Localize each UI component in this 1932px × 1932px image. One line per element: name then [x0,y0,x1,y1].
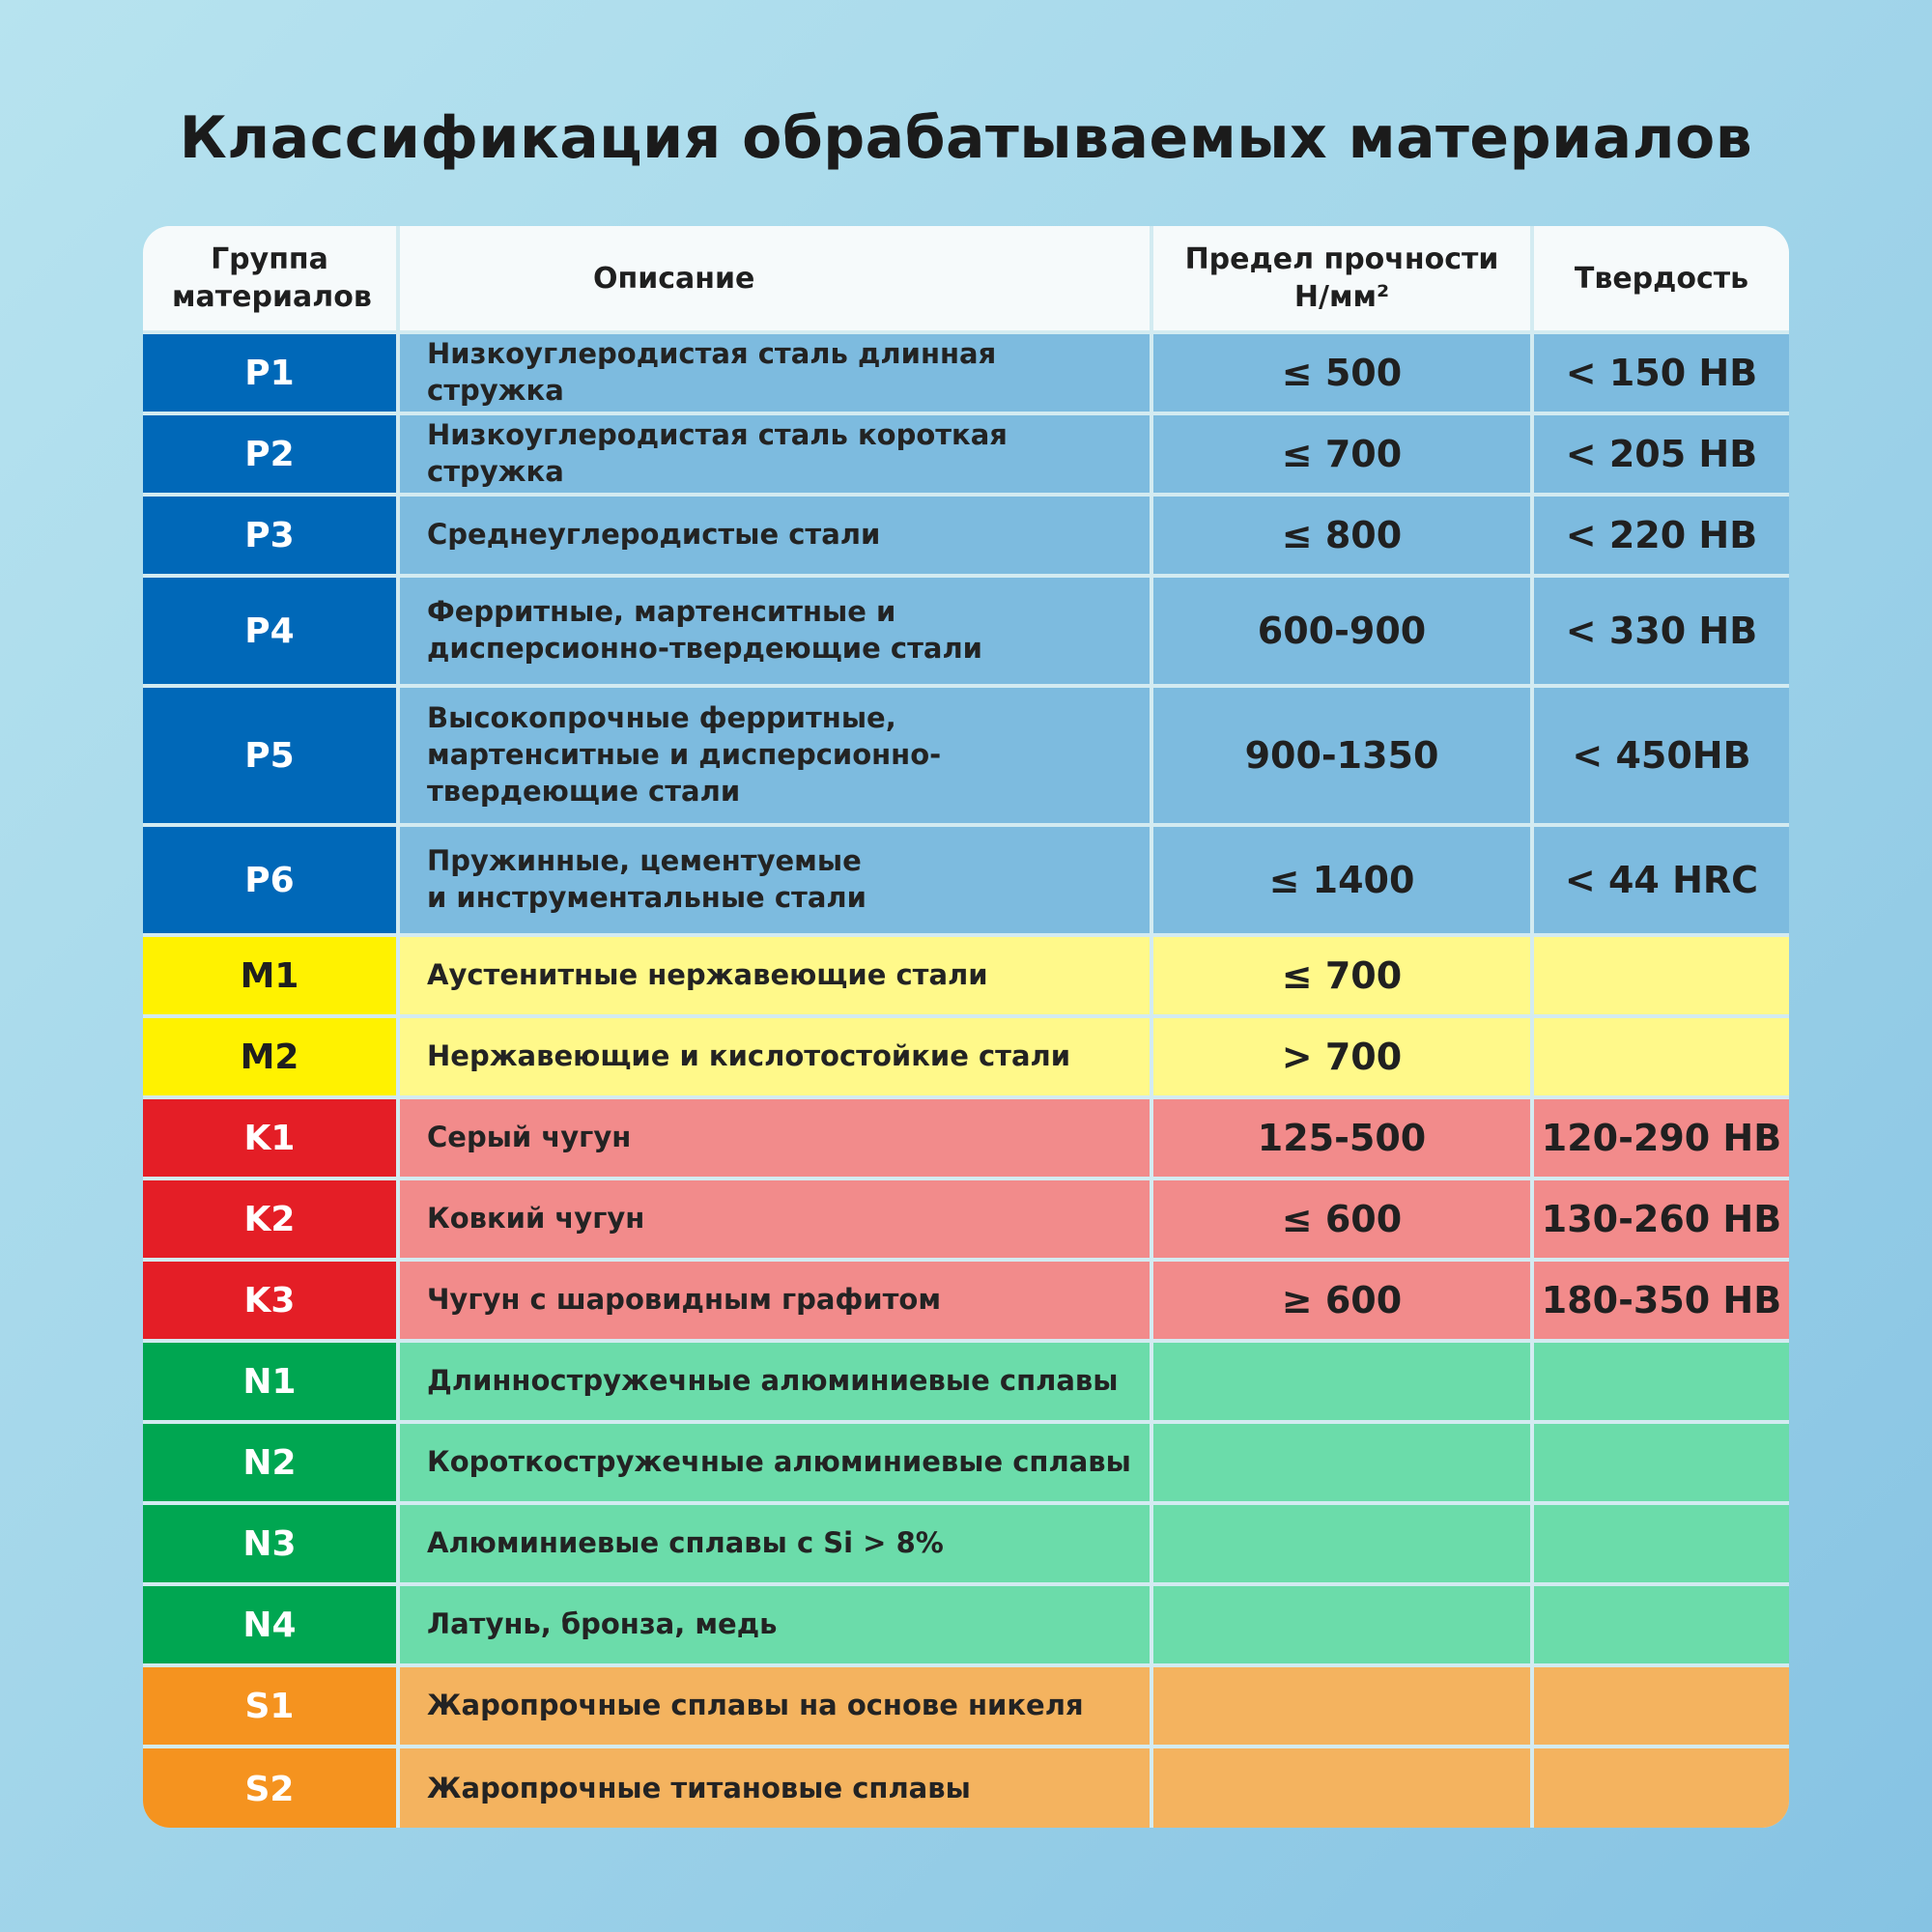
tensile-strength: ≤ 600 [1153,1180,1534,1262]
table-row [143,1586,1789,1667]
material-description [400,1748,1153,1828]
material-description [400,1505,1153,1586]
group-code: P3 [143,497,400,578]
tensile-strength: 600-900 [1153,578,1534,688]
material-description [400,1099,1153,1180]
table-row [143,1505,1789,1586]
description-line: мартенситные и дисперсионно- [427,738,942,772]
table-header-row [143,226,1789,334]
material-description [400,1343,1153,1424]
hardness: < 205 HB [1534,415,1789,497]
material-description [400,1667,1153,1748]
tensile-strength: > 700 [1153,1018,1534,1099]
tensile-strength [1153,1424,1534,1505]
tensile-strength: 900-1350 [1153,688,1534,827]
header-group: Группа материалов [143,226,400,334]
description-line: Аустенитные нержавеющие стали [427,958,988,992]
table-row [143,827,1789,937]
description-line: Высокопрочные ферритные, [427,701,896,735]
table-row [143,688,1789,827]
table-row [143,1667,1789,1748]
header-description: Описание [400,226,1153,334]
tensile-strength: ≤ 700 [1153,937,1534,1018]
group-code: K1 [143,1099,400,1180]
hardness: < 220 HB [1534,497,1789,578]
description-line: Ковкий чугун [427,1202,645,1236]
group-code: S1 [143,1667,400,1748]
hardness [1534,1018,1789,1099]
table-row [143,937,1789,1018]
table-row [143,1343,1789,1424]
page-title: Классификация обрабатываемых материалов [179,104,1753,172]
tensile-strength: ≥ 600 [1153,1262,1534,1343]
table-row [143,1180,1789,1262]
table-row [143,1262,1789,1343]
table-row [143,415,1789,497]
group-code: N3 [143,1505,400,1586]
description-line: Пружинные, цементуемые [427,844,862,878]
group-code: M2 [143,1018,400,1099]
material-description [400,1018,1153,1099]
hardness [1534,1424,1789,1505]
description-line: Низкоуглеродистая сталь короткая стружка [427,418,1008,488]
header-strength: Предел прочности Н/мм² [1153,226,1534,334]
hardness: < 330 HB [1534,578,1789,688]
tensile-strength [1153,1505,1534,1586]
material-description [400,415,1153,497]
table-row [143,1424,1789,1505]
description-line: Нержавеющие и кислотостойкие стали [427,1039,1071,1073]
header-hardness: Твердость [1534,226,1789,334]
description-line: Низкоуглеродистая сталь длинная стружка [427,337,997,407]
group-code: P5 [143,688,400,827]
group-code: S2 [143,1748,400,1828]
tensile-strength: ≤ 700 [1153,415,1534,497]
group-code: M1 [143,937,400,1018]
hardness [1534,1748,1789,1828]
group-code: K2 [143,1180,400,1262]
description-line: Чугун с шаровидным графитом [427,1283,942,1317]
material-description [400,688,1153,827]
description-line: твердеющие стали [427,774,741,808]
table-row [143,1018,1789,1099]
hardness: 180-350 HB [1534,1262,1789,1343]
description-line: Среднеуглеродистые стали [427,518,881,552]
material-description [400,1586,1153,1667]
hardness: < 450HB [1534,688,1789,827]
hardness: < 150 HB [1534,334,1789,415]
hardness [1534,1505,1789,1586]
material-description [400,937,1153,1018]
description-line: Короткостружечные алюминиевые сплавы [427,1445,1131,1479]
table-row [143,578,1789,688]
material-description [400,578,1153,688]
tensile-strength: ≤ 1400 [1153,827,1534,937]
group-code: N1 [143,1343,400,1424]
description-line: дисперсионно-твердеющие стали [427,632,983,665]
tensile-strength [1153,1586,1534,1667]
table-row [143,497,1789,578]
material-description [400,334,1153,415]
material-description [400,1424,1153,1505]
hardness [1534,1586,1789,1667]
material-description [400,1180,1153,1262]
hardness [1534,1667,1789,1748]
table-row [143,1099,1789,1180]
group-code: P6 [143,827,400,937]
materials-table [143,226,1789,1828]
hardness [1534,1343,1789,1424]
material-description [400,497,1153,578]
tensile-strength: ≤ 500 [1153,334,1534,415]
material-description [400,827,1153,937]
description-line: Алюминиевые сплавы с Si > 8% [427,1526,944,1560]
group-code: K3 [143,1262,400,1343]
tensile-strength [1153,1748,1534,1828]
group-code: P1 [143,334,400,415]
group-code: N4 [143,1586,400,1667]
description-line: Длинностружечные алюминиевые сплавы [427,1364,1119,1398]
hardness: 120-290 HB [1534,1099,1789,1180]
tensile-strength: ≤ 800 [1153,497,1534,578]
tensile-strength [1153,1343,1534,1424]
tensile-strength [1153,1667,1534,1748]
tensile-strength: 125-500 [1153,1099,1534,1180]
hardness: < 44 HRC [1534,827,1789,937]
description-line: Латунь, бронза, медь [427,1607,778,1641]
description-line: и инструментальные стали [427,881,867,914]
description-line: Ферритные, мартенситные и [427,595,896,629]
description-line: Жаропрочные сплавы на основе никеля [427,1689,1084,1722]
group-code: N2 [143,1424,400,1505]
description-line: Жаропрочные титановые сплавы [427,1772,971,1805]
material-description [400,1262,1153,1343]
hardness: 130-260 HB [1534,1180,1789,1262]
group-code: P4 [143,578,400,688]
description-line: Серый чугун [427,1121,632,1154]
table-row [143,334,1789,415]
hardness [1534,937,1789,1018]
group-code: P2 [143,415,400,497]
table-row [143,1748,1789,1828]
